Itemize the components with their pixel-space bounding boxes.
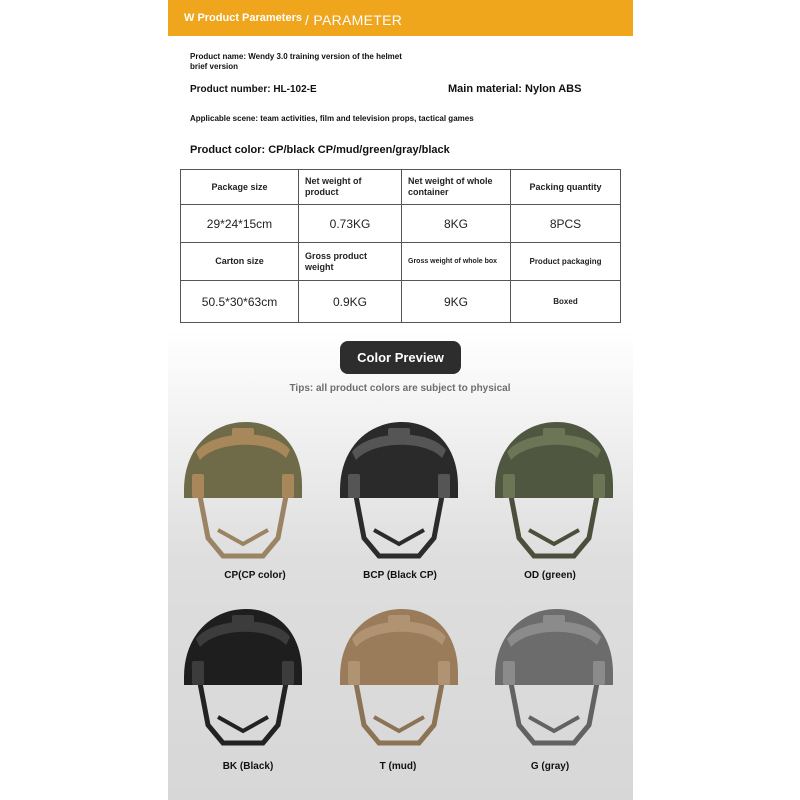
table-cell: Product packaging [511, 243, 621, 281]
table-cell: Gross product weight [299, 243, 402, 281]
tips-text: Tips: all product colors are subject to physical [289, 383, 511, 394]
helmet-shape [495, 609, 613, 743]
helmet-shape [184, 609, 302, 743]
table-cell: 50.5*30*63cm [181, 281, 299, 323]
helmet-shape [184, 422, 302, 556]
table-cell: Package size [181, 170, 299, 205]
product-name-line2: brief version [190, 62, 239, 71]
table-cell: 8PCS [511, 205, 621, 243]
table-cell: 9KG [402, 281, 511, 323]
color-caption: G (gray) [530, 761, 570, 772]
main-material: Main material: Nylon ABS [448, 83, 582, 95]
product-color: Product color: CP/black CP/mud/green/gray/black [190, 144, 450, 156]
helmet-image [334, 605, 464, 750]
applicable-scene: Applicable scene: team activities, film and television props, tactical games [190, 114, 474, 123]
helmet-image [178, 418, 308, 563]
table-cell: Boxed [511, 281, 621, 323]
helmet-shape [340, 422, 458, 556]
header-title: W Product Parameters [184, 12, 302, 24]
table-cell: Net weight of whole container [402, 170, 511, 205]
color-caption: CP(CP color) [224, 570, 286, 581]
color-caption: BK (Black) [222, 761, 274, 772]
helmet-image [334, 418, 464, 563]
table-cell: 0.73KG [299, 205, 402, 243]
table-cell: Carton size [181, 243, 299, 281]
table-row [181, 205, 621, 243]
helmet-image [489, 605, 619, 750]
table-cell: 29*24*15cm [181, 205, 299, 243]
color-caption: OD (green) [524, 570, 576, 581]
color-preview-button[interactable]: Color Preview [340, 341, 461, 374]
header-subtitle: / PARAMETER [305, 12, 403, 28]
table-cell: Gross weight of whole box [402, 243, 511, 281]
helmet-shape [340, 609, 458, 743]
helmet-shape [495, 422, 613, 556]
table-cell: Net weight of product [299, 170, 402, 205]
helmet-image [178, 605, 308, 750]
product-name-line1: Product name: Wendy 3.0 training version of the helmet [190, 52, 402, 61]
color-caption: T (mud) [379, 761, 417, 772]
table-cell: 8KG [402, 205, 511, 243]
helmet-image [489, 418, 619, 563]
parameter-table [180, 169, 621, 323]
table-cell: Packing quantity [511, 170, 621, 205]
color-caption: BCP (Black CP) [363, 570, 437, 581]
table-cell: 0.9KG [299, 281, 402, 323]
table-row [181, 170, 621, 205]
table-row [181, 281, 621, 323]
table-row [181, 243, 621, 281]
product-number: Product number: HL-102-E [190, 84, 317, 95]
